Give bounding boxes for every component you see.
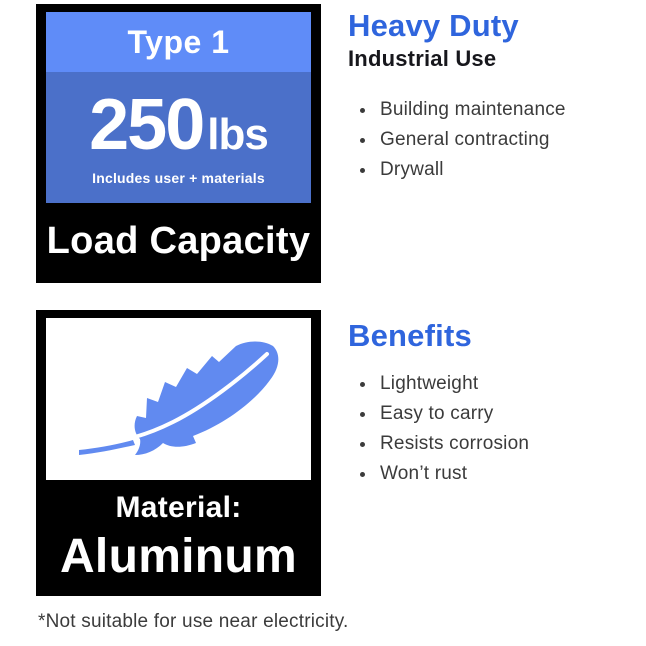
usage-list [348,95,640,185]
weight-value: 250 [89,85,204,165]
list-item-label: Drywall [380,159,444,180]
list-item-label: Lightweight [380,373,479,394]
list-item-label: Won’t rust [380,463,468,484]
usage-section [348,8,640,185]
list-item [360,125,640,155]
bullet-icon [360,382,365,387]
list-item [360,369,640,399]
material-icon-panel [46,318,311,480]
weight-row [89,85,268,165]
benefits-list [348,369,640,489]
footnote: *Not suitable for use near electricity. [38,611,349,632]
bullet-icon [360,442,365,447]
material-label: Material: [115,491,242,524]
list-item-label: General contracting [380,129,550,150]
bullet-icon [360,472,365,477]
benefits-section [348,318,640,489]
list-item [360,399,640,429]
weight-note: Includes user + materials [92,170,265,186]
benefits-title: Benefits [348,318,472,353]
feather-icon [73,334,285,464]
bullet-icon [360,168,365,173]
load-capacity-caption: Load Capacity [46,219,311,262]
bullet-icon [360,138,365,143]
list-item-label: Resists corrosion [380,433,530,454]
material-value: Aluminum [59,530,298,583]
type-header [46,12,311,72]
material-card [36,310,321,596]
load-value-panel [46,72,311,203]
material-caption [46,480,311,588]
list-item-label: Easy to carry [380,403,494,424]
usage-subtitle: Industrial Use [348,46,497,71]
list-item [360,155,640,185]
bullet-icon [360,412,365,417]
load-capacity-card [36,4,321,283]
list-item [360,95,640,125]
weight-unit: lbs [207,110,268,159]
list-item [360,429,640,459]
list-item [360,459,640,489]
type-label: Type 1 [127,23,230,60]
bullet-icon [360,108,365,113]
usage-title: Heavy Duty [348,8,519,43]
list-item-label: Building maintenance [380,99,566,120]
